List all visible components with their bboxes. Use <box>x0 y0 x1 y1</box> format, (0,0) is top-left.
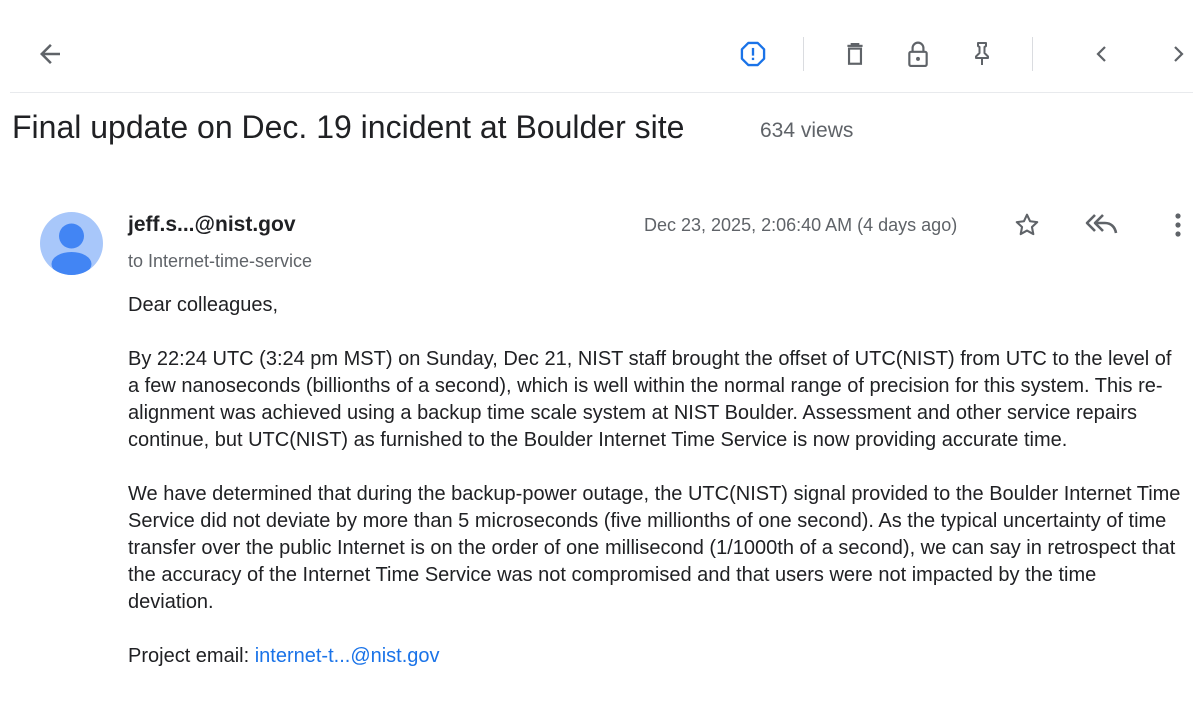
lock-button[interactable] <box>901 37 935 71</box>
pin-button[interactable] <box>965 37 999 71</box>
reply-all-button[interactable] <box>1082 208 1122 242</box>
project-email-label: Project email: <box>128 645 250 667</box>
view-count: 634 views <box>760 119 854 142</box>
more-options-button[interactable] <box>1164 208 1192 242</box>
toolbar-divider <box>1032 37 1033 71</box>
arrow-left-icon <box>35 39 65 69</box>
report-spam-button[interactable] <box>736 37 770 71</box>
star-icon <box>1013 211 1041 239</box>
recipient-line[interactable]: to Internet-time-service <box>128 251 313 271</box>
subject-title: Final update on Dec. 19 incident at Boulder site <box>12 109 685 145</box>
toolbar-divider <box>803 37 804 71</box>
back-button[interactable] <box>30 36 70 72</box>
trash-icon <box>842 40 868 68</box>
greeting: Dear colleagues, <box>128 294 279 316</box>
lock-icon <box>905 39 931 69</box>
previous-button[interactable] <box>1087 37 1117 71</box>
body-paragraph: By 22:24 UTC (3:24 pm MST) on Sunday, Dec 21, NIST staff brought the offset of UTC(NIST) from UTC to the level of a few nanoseconds (billionths of a second), which is well within the normal range of precision for this system. This re-alignment was achieved using a backup time scale system at NIST Boulder. Assessment and other service repairs continue, but UTC(NIST) as furnished to the Boulder Internet Time Service is now providing accurate time. <box>128 348 1172 451</box>
more-vertical-icon <box>1173 211 1183 239</box>
message-body <box>128 292 1186 697</box>
star-button[interactable] <box>1010 208 1044 242</box>
report-spam-icon <box>739 40 767 68</box>
sender-email[interactable]: jeff.s...@nist.gov <box>128 213 296 236</box>
pin-icon <box>970 39 994 69</box>
message-date: Dec 23, 2025, 2:06:40 AM (4 days ago) <box>644 215 958 235</box>
project-email-link[interactable]: internet-t...@nist.gov <box>254 645 440 667</box>
next-button[interactable] <box>1163 37 1193 71</box>
header-divider <box>10 92 1193 93</box>
chevron-right-icon <box>1166 41 1190 67</box>
project-email-line <box>128 643 1186 670</box>
body-paragraph: We have determined that during the backup-power outage, the UTC(NIST) signal provided to the Boulder Internet Time Service did not deviate by more than 5 microseconds (five millionths of one second). As the typical uncertainty of time transfer over the public Internet is on the order of one millisecond (1/1000th of a second), we can say in retrospect that the accuracy of the Internet Time Service was not compromised and that users were not impacted by the time deviation. <box>128 483 1181 613</box>
reply-all-icon <box>1084 212 1120 238</box>
person-icon <box>40 212 103 275</box>
delete-button[interactable] <box>838 37 872 71</box>
chevron-left-icon <box>1090 41 1114 67</box>
avatar[interactable] <box>40 212 103 275</box>
